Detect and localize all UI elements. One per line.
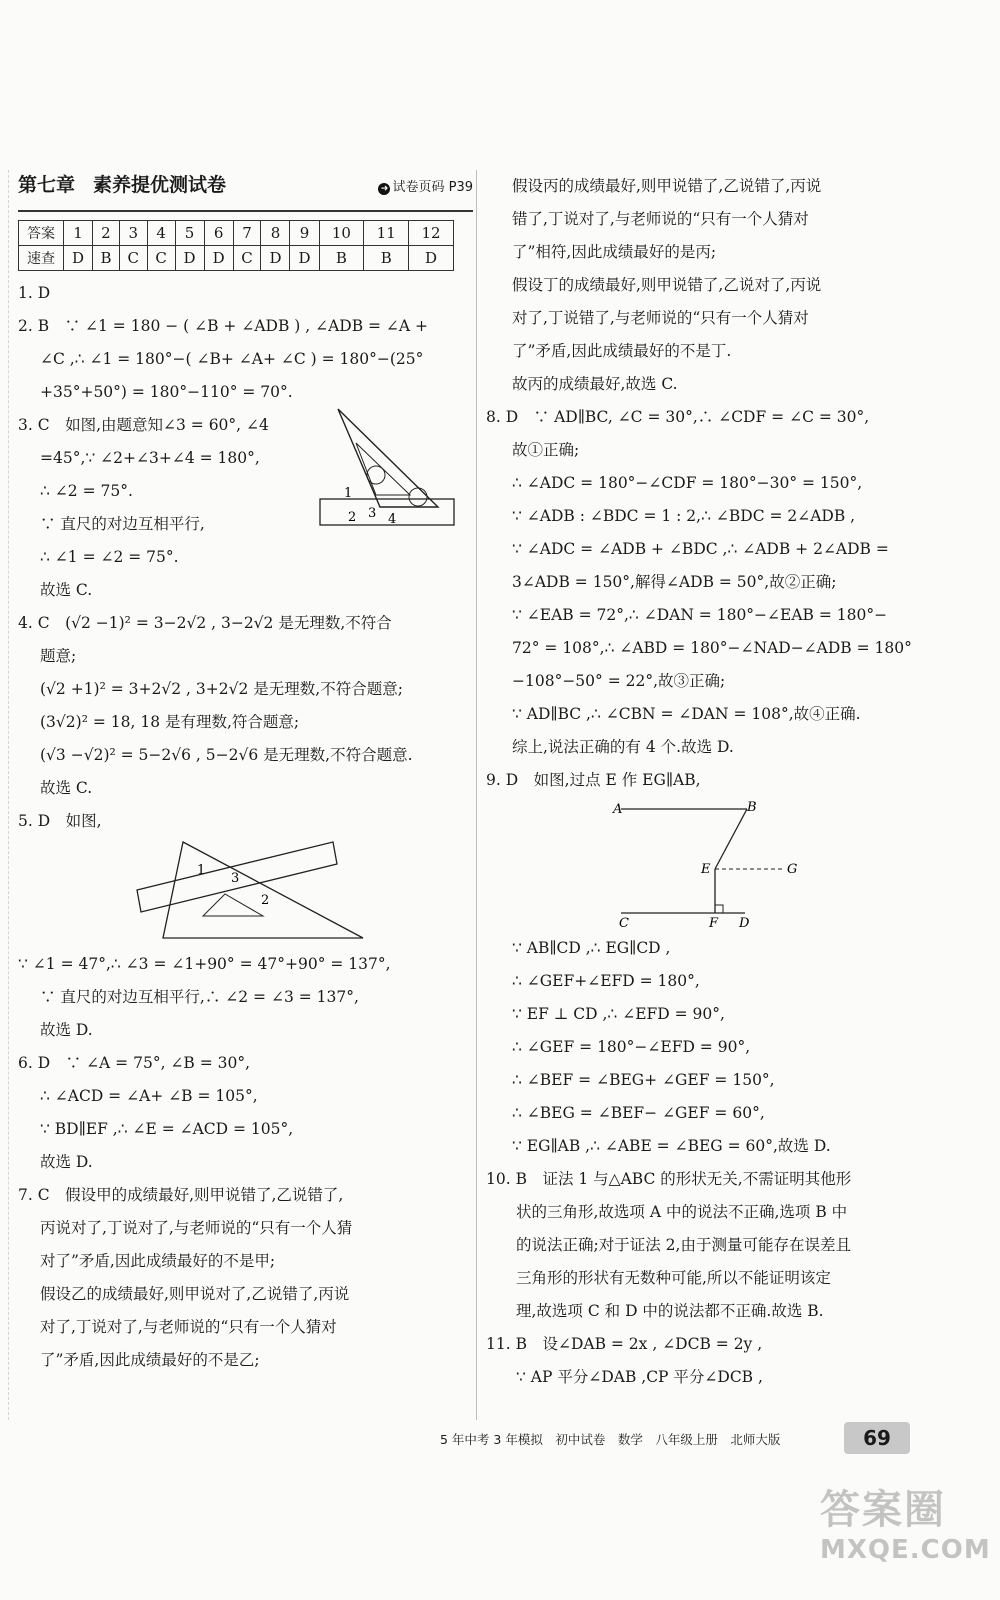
- figure-q5: [133, 838, 373, 946]
- answer-line: ∴ ∠BEF = ∠BEG+ ∠GEF = 150°,: [512, 1071, 775, 1089]
- figure-q9: [611, 797, 831, 929]
- figure-q3: [318, 407, 458, 542]
- answer-cell: C: [233, 246, 261, 271]
- answer-line: ∴ ∠GEF = 180°−∠EFD = 90°,: [512, 1038, 751, 1056]
- chapter-title: [18, 170, 226, 197]
- answer-line: ∵ ∠ADB : ∠BDC = 1 : 2,∴ ∠BDC = 2∠ADB ,: [512, 507, 856, 525]
- question-number: 5: [175, 221, 204, 246]
- question-number: 6: [204, 221, 233, 246]
- question-number: 11: [364, 221, 409, 246]
- page-footer: [440, 1418, 980, 1458]
- answer-line: 2. B ∵ ∠1 = 180 − ( ∠B + ∠ADB ) , ∠ADB = ∠A +: [18, 317, 429, 335]
- margin-guide: [8, 170, 9, 1420]
- question-number: 4: [147, 221, 175, 246]
- answer-line: −108°−50° = 22°,故③正确;: [512, 672, 726, 690]
- watermark: [820, 1478, 991, 1565]
- figure-label: 1: [197, 863, 206, 878]
- figure-label: B: [747, 800, 757, 815]
- chapter-label: 第七章: [18, 174, 76, 196]
- answer-cell: D: [290, 246, 319, 271]
- figure-label: F: [709, 916, 719, 929]
- watermark-url: MXQE.COM: [820, 1535, 991, 1565]
- column-divider: [476, 170, 477, 1420]
- answer-line: ∴ ∠ACD = ∠A+ ∠B = 105°,: [40, 1087, 258, 1105]
- answer-line: 对了”矛盾,因此成绩最好的不是甲;: [40, 1252, 276, 1270]
- answer-line: ∴ ∠BEG = ∠BEF− ∠GEF = 60°,: [512, 1104, 765, 1122]
- answer-line: ∴ ∠2 = 75°.: [40, 482, 133, 500]
- answer-cell: B: [364, 246, 409, 271]
- figure-label: 1: [344, 486, 353, 501]
- watermark-logo: 答案圈: [820, 1487, 946, 1533]
- answer-line: 11. B 设∠DAB = 2x , ∠DCB = 2y ,: [486, 1335, 763, 1353]
- answer-line: ∵ 直尺的对边互相平行,: [40, 515, 205, 533]
- answer-line: ∵ EF ⊥ CD ,∴ ∠EFD = 90°,: [512, 1005, 725, 1023]
- figure-label: A: [613, 802, 623, 817]
- figure-label: 3: [368, 506, 377, 521]
- answer-line: 5. D 如图,: [18, 812, 102, 830]
- answer-line: 的说法正确;对于证法 2,由于测量可能存在误差且: [516, 1236, 851, 1254]
- question-number: 7: [233, 221, 261, 246]
- question-number: 2: [93, 221, 120, 246]
- page-number: 69: [844, 1422, 910, 1454]
- answer-line: 故丙的成绩最好,故选 C.: [512, 375, 678, 393]
- answer-line: 理,故选项 C 和 D 中的说法都不正确.故选 B.: [516, 1302, 824, 1320]
- answer-cell: D: [175, 246, 204, 271]
- figure-label: 3: [231, 871, 240, 886]
- answer-line: 综上,说法正确的有 4 个.故选 D.: [512, 738, 734, 756]
- left-column: [18, 170, 473, 1377]
- answer-line: ∵ AD∥BC ,∴ ∠CBN = ∠DAN = 108°,故④正确.: [512, 705, 861, 723]
- answer-line: +35°+50°) = 180°−110° = 70°.: [40, 383, 293, 401]
- answer-line: 对了,丁说错了,与老师说的“只有一个人猜对: [512, 309, 809, 327]
- answer-line: ∵ 直尺的对边互相平行,∴ ∠2 = ∠3 = 137°,: [40, 988, 359, 1006]
- answer-line: ∠C ,∴ ∠1 = 180°−( ∠B+ ∠A+ ∠C ) = 180°−(25°: [40, 350, 424, 368]
- answer-line: 了”矛盾,因此成绩最好的不是乙;: [40, 1351, 260, 1369]
- answer-line: ∵ ∠EAB = 72°,∴ ∠DAN = 180°−∠EAB = 180°−: [512, 606, 888, 624]
- answer-line: ∵ ∠1 = 47°,∴ ∠3 = ∠1+90° = 47°+90° = 137°,: [18, 955, 391, 973]
- figure-label: 2: [348, 510, 357, 525]
- answer-line: (√3 −√2)² = 5−2√6 , 5−2√6 是无理数,不符合题意.: [40, 746, 413, 764]
- answer-line: 了”矛盾,因此成绩最好的不是丁.: [512, 342, 732, 360]
- right-column: [486, 170, 976, 1394]
- answer-line: ∵ BD∥EF ,∴ ∠E = ∠ACD = 105°,: [40, 1120, 294, 1138]
- figure-label: 2: [261, 893, 270, 908]
- question-number: 9: [290, 221, 319, 246]
- answer-line: ∴ ∠1 = ∠2 = 75°.: [40, 548, 179, 566]
- arrow-circle-icon: ➜: [378, 183, 390, 195]
- answer-line: 错了,丁说对了,与老师说的“只有一个人猜对: [512, 210, 809, 228]
- answer-line: 3∠ADB = 150°,解得∠ADB = 50°,故②正确;: [512, 573, 837, 591]
- answer-line: 9. D 如图,过点 E 作 EG∥AB,: [486, 771, 701, 789]
- answer-line: (√2 +1)² = 3+2√2 , 3+2√2 是无理数,不符合题意;: [40, 680, 403, 698]
- figure-label: D: [739, 916, 750, 929]
- question-number: 12: [409, 221, 454, 246]
- answer-cell: B: [93, 246, 120, 271]
- answer-table-number-row: [19, 221, 454, 246]
- answer-line: 故选 D.: [40, 1153, 93, 1171]
- question-number: 1: [64, 221, 93, 246]
- answer-line: =45°,∵ ∠2+∠3+∠4 = 180°,: [40, 449, 260, 467]
- answer-line: ∵ AB∥CD ,∴ EG∥CD ,: [512, 939, 671, 957]
- answer-line: 假设丙的成绩最好,则甲说错了,乙说错了,丙说: [512, 177, 822, 195]
- question-number: 3: [119, 221, 147, 246]
- question-number: 8: [261, 221, 290, 246]
- book-series: 5 年中考 3 年模拟 初中试卷 数学 八年级上册 北师大版: [440, 1432, 781, 1447]
- answer-line: ∴ ∠ADC = 180°−∠CDF = 180°−30° = 150°,: [512, 474, 863, 492]
- answer-line: 故选 C.: [40, 779, 93, 797]
- answer-line: ∴ ∠GEF+∠EFD = 180°,: [512, 972, 700, 990]
- answer-line: 丙说对了,丁说对了,与老师说的“只有一个人猜: [40, 1219, 353, 1237]
- answer-line: ∵ EG∥AB ,∴ ∠ABE = ∠BEG = 60°,故选 D.: [512, 1137, 831, 1155]
- answer-cell: D: [204, 246, 233, 271]
- answer-line: (3√2)² = 18, 18 是有理数,符合题意;: [40, 713, 300, 731]
- figure-label: C: [619, 916, 629, 929]
- answer-line: ∵ ∠ADC = ∠ADB + ∠BDC ,∴ ∠ADB + 2∠ADB =: [512, 540, 889, 558]
- answer-line: 故选 C.: [40, 581, 93, 599]
- answer-table-label: 答案: [19, 221, 64, 246]
- answer-cell: D: [409, 246, 454, 271]
- answer-cell: D: [64, 246, 93, 271]
- answer-line: 对了,丁说对了,与老师说的“只有一个人猜对: [40, 1318, 337, 1336]
- answer-line: 了”相符,因此成绩最好的是丙;: [512, 243, 717, 261]
- answer-line: 1. D: [18, 284, 51, 302]
- answer-line: 假设丁的成绩最好,则甲说错了,乙说对了,丙说: [512, 276, 822, 294]
- answer-line: 3. C 如图,由题意知∠3 = 60°, ∠4: [18, 416, 269, 434]
- answer-line: 10. B 证法 1 与△ABC 的形状无关,不需证明其他形: [486, 1170, 852, 1188]
- answer-cell: B: [319, 246, 364, 271]
- answer-line: 三角形的形状有无数种可能,所以不能证明该定: [516, 1269, 831, 1287]
- answer-line: 故①正确;: [512, 441, 580, 459]
- answer-line: 72° = 108°,∴ ∠ABD = 180°−∠NAD−∠ADB = 180°: [512, 639, 912, 657]
- answer-line: ∵ AP 平分∠DAB ,CP 平分∠DCB ,: [516, 1368, 763, 1386]
- answer-line: 题意;: [40, 647, 77, 665]
- answer-line: 假设乙的成绩最好,则甲说对了,乙说错了,丙说: [40, 1285, 350, 1303]
- answer-table-answer-row: [19, 246, 454, 271]
- answer-table-label: 速查: [19, 246, 64, 271]
- answer-line: 6. D ∵ ∠A = 75°, ∠B = 30°,: [18, 1054, 251, 1072]
- answer-line: 8. D ∵ AD∥BC, ∠C = 30°,∴ ∠CDF = ∠C = 30°,: [486, 408, 870, 426]
- answer-cell: C: [119, 246, 147, 271]
- figure-label: G: [787, 862, 798, 877]
- answer-line: 故选 D.: [40, 1021, 93, 1039]
- answer-line: 4. C (√2 −1)² = 3−2√2 , 3−2√2 是无理数,不符合: [18, 614, 392, 632]
- answer-line: 状的三角形,故选项 A 中的说法不正确,选项 B 中: [516, 1203, 848, 1221]
- answer-line: 7. C 假设甲的成绩最好,则甲说错了,乙说错了,: [18, 1186, 344, 1204]
- page-reference-text: 试卷页码 P39: [392, 180, 473, 195]
- answer-table: [18, 220, 454, 271]
- question-number: 10: [319, 221, 364, 246]
- figure-label: E: [701, 862, 711, 877]
- page-reference: [378, 176, 473, 195]
- test-title: 素养提优测试卷: [93, 174, 227, 196]
- answer-cell: D: [261, 246, 290, 271]
- section-header: [18, 170, 473, 212]
- figure-label: 4: [388, 512, 397, 527]
- answer-cell: C: [147, 246, 175, 271]
